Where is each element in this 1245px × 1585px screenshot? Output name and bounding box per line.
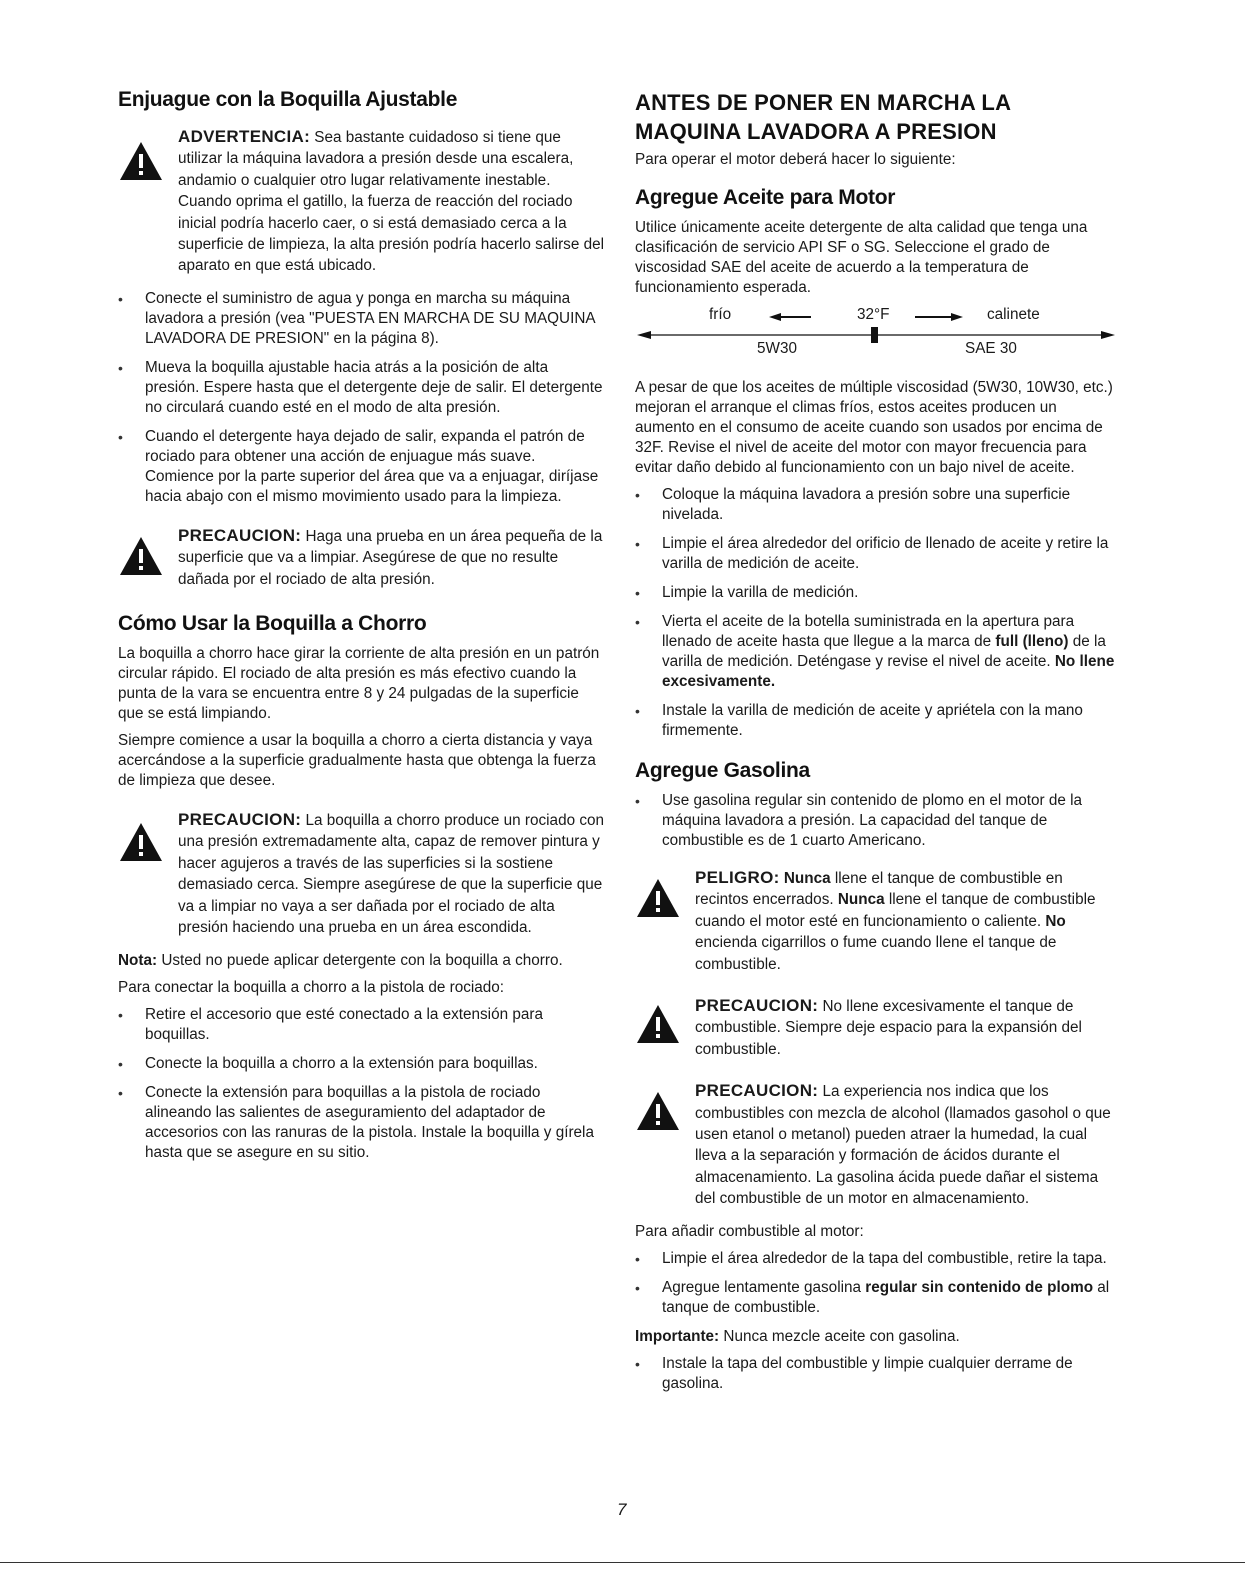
paragraph: Para conectar la boquilla a chorro a la pistola de rociado: [118,978,505,996]
important-text: Nunca mezcle aceite con gasolina. [719,1327,960,1345]
caution-box [118,809,605,938]
list-item: • Limpie la varilla de medición. [635,583,1117,603]
list-text: Agregue lentamente gasolina [662,1278,866,1296]
paragraph: A pesar de que los aceites de múltiple viscosidad (5W30, 10W30, etc.) mejoran el arranque el climas fríos, estos aceites producen un aumento en el consumo de aceite cuando son usados por encima de 32F. Revise el nivel de aceite del motor con mayor frecuencia para evitar daño debido al funcionamiento con un bajo nivel de aceite. [635,379,1113,476]
list-bold-text: full (lleno) [995,633,1069,650]
fuel-steps-list-2 [635,1354,1117,1394]
caution-label: PRECAUCION: [695,996,819,1016]
caution-box [635,995,1117,1060]
note-text: Usted no puede aplicar detergente con la boquilla a chorro. [157,951,563,969]
scale-temp-label: 32°F [857,306,890,323]
right-column [635,88,1117,1403]
list-item: • Retire el accesorio que esté conectado a la extensión para boquillas. [118,1005,605,1045]
caution-label: PRECAUCION: [178,810,302,830]
list-item: • Mueva la boquilla ajustable hacia atrás a la posición de alta presión. Espere hasta que el detergente deje de salir. El detergente no circulará cuando esté en el modo de alta presión. [118,358,605,418]
viscosity-scale [635,306,1117,364]
left-column [118,88,605,1172]
heading-rinse: Enjuague con la Boquilla Ajustable [118,88,458,111]
list-text: Vierta el aceite de la botella suministrada en la apertura para llenado de aceite hasta que llegue a la marca de [662,613,1075,650]
bottom-rule [0,1562,1245,1563]
danger-text: llene el tanque de combustible cuando el motor esté en funcionamiento o caliente. [695,891,1096,930]
list-item: • Instale la varilla de medición de aceite y apriétela con la mano firmemente. [635,701,1117,741]
list-item [635,612,1117,692]
heading-gas: Agregue Gasolina [635,759,810,782]
list-item [635,1278,1117,1318]
caution-text: Haga una prueba en un área pequeña de la superficie que va a limpiar. Asegúrese de que no resulte dañada por el rociado de alta presión. [178,527,603,588]
paragraph: Utilice únicamente aceite detergente de alta calidad que tenga una clasificación de servicio API SF o SG. Seleccione el grado de viscosidad SAE del aceite de acuerdo a la temperatura de funcionamiento esperada. [635,219,1088,296]
list-item: • Coloque la máquina lavadora a presión sobre una superficie nivelada. [635,485,1117,525]
important-label: Importante: [635,1327,720,1345]
warning-text: Sea bastante cuidadoso si tiene que utilizar la máquina lavadora a presión desde una escalera, andamio o cualquier otro lugar relativamente inestable. Cuando oprima el gatillo, la fuerza de reacción del rociado inicial podría hacerlo caer, o si está demasiado cerca a la superficie de limpieza, la alta presión podría hacerlo salirse del aparato en que está ubicado. [178,129,604,275]
warning-label: ADVERTENCIA: [178,127,311,146]
list-bold-text: regular sin contenido de plomo [865,1278,1094,1296]
rinse-steps-list [118,289,605,507]
warning-icon [635,877,681,919]
paragraph: La boquilla a chorro hace girar la corriente de alta presión en un patrón circular rápido. El rociado de alta presión es más efectivo cuando la punta de la vara se encuentra entre 8 y 24 pulgadas de la superficie que se está limpiando. [118,645,600,723]
connect-steps-list [118,1005,605,1163]
caution-box [635,1080,1117,1209]
list-item: • Instale la tapa del combustible y limpie cualquier derrame de gasolina. [635,1354,1117,1394]
warning-icon [635,1003,681,1045]
oil-steps-list [635,485,1117,741]
danger-box [635,867,1117,975]
danger-label: PELIGRO: [695,868,780,887]
caution-label: PRECAUCION: [178,525,302,545]
danger-text: llene el tanque de combustible en recintos encerrados. [695,870,1063,909]
warning-icon [118,140,164,182]
paragraph: Para añadir combustible al motor: [635,1222,864,1240]
paragraph: Para operar el motor deberá hacer lo siguiente: [635,151,956,168]
scale-cold-label: frío [709,306,732,323]
main-heading: ANTES DE PONER EN MARCHA LA MAQUINA LAVADORA A PRESION [635,90,1011,144]
caution-text: La boquilla a chorro produce un rociado con una presión extremadamente alta, capaz de remover pintura y hacer agujeros a través de las superficies si la sostiene demasiado cerca. Siempre asegúrese de que la superficie que va a limpiar no vaya a ser dañada por el rociado de alta presión haciendo una prueba en un área escondida. [178,812,604,937]
list-text: al tanque de combustible. [662,1278,1110,1316]
list-item: • Use gasolina regular sin contenido de plomo en el motor de la máquina lavadora a presión. La capacidad del tanque de combustible es de 1 cuarto Americano. [635,791,1117,851]
list-item: • Conecte la extensión para boquillas a la pistola de rociado alineando las salientes de aseguramiento del adaptador de accesorios con las ranuras de la pistola. Instale la boquilla y gírela hasta que se asegure en su sitio. [118,1083,605,1163]
scale-high-oil-label: SAE 30 [965,340,1017,357]
warning-icon [118,821,164,863]
note [118,951,605,971]
danger-bold: Nunca [779,870,831,887]
danger-text: encienda cigarrillos o fume cuando llene el tanque de combustible. [695,934,1057,973]
list-item: • Limpie el área alrededor del orificio de llenado de aceite y retire la varilla de medición de aceite. [635,534,1117,574]
scale-low-oil-label: 5W30 [757,340,797,357]
caution-text: La experiencia nos indica que los combustibles con mezcla de alcohol (llamados gasohol o que usen etanol o metanol) pueden atraer la humedad, la cual lleva a la separación y formación de ácidos durante el almacenamiento. La gasolina ácida puede dañar el sistema del combustible de un motor en almacenamiento. [695,1083,1111,1208]
warning-icon [118,535,164,577]
warning-icon [635,1090,681,1132]
gas-steps-list [635,791,1117,851]
warning-box [118,126,605,277]
note-label: Nota: [118,951,158,969]
list-item: • Cuando el detergente haya dejado de salir, expanda el patrón de rociado para obtener una acción de enjuague más suave. Comience por la parte superior del área que va a enjuagar, diríjase hacia abajo con el mismo movimiento usado para la limpieza. [118,427,605,507]
list-bold-text: No llene excesivamente. [662,653,1115,690]
list-text: de la varilla de medición. Deténgase y revise el nivel de aceite. [662,633,1106,670]
paragraph: Siempre comience a usar la boquilla a chorro a cierta distancia y vaya acercándose a la superficie gradualmente hasta que obtenga la fuerza de limpieza que desee. [118,732,596,790]
fuel-steps-list [635,1249,1117,1318]
caution-box [118,525,605,590]
caution-text: No llene excesivamente el tanque de combustible. Siempre deje espacio para la expansión del combustible. [695,998,1082,1058]
heading-jet: Cómo Usar la Boquilla a Chorro [118,612,427,636]
scale-hot-label: calinete [987,306,1040,323]
caution-label: PRECAUCION: [695,1081,819,1101]
list-item: • Conecte la boquilla a chorro a la extensión para boquillas. [118,1054,605,1074]
heading-oil: Agregue Aceite para Motor [635,186,896,209]
list-item: • Limpie el área alrededor de la tapa del combustible, retire la tapa. [635,1249,1117,1269]
danger-bold: No [1045,912,1066,930]
danger-bold: Nunca [837,891,885,909]
list-item: • Conecte el suministro de agua y ponga en marcha su máquina lavadora a presión (vea "PUESTA EN MARCHA DE SU MAQUINA LAVADORA DE PRESION" en la página 8). [118,289,605,349]
page-number: 7 [617,1500,627,1519]
important-note [635,1327,1117,1347]
